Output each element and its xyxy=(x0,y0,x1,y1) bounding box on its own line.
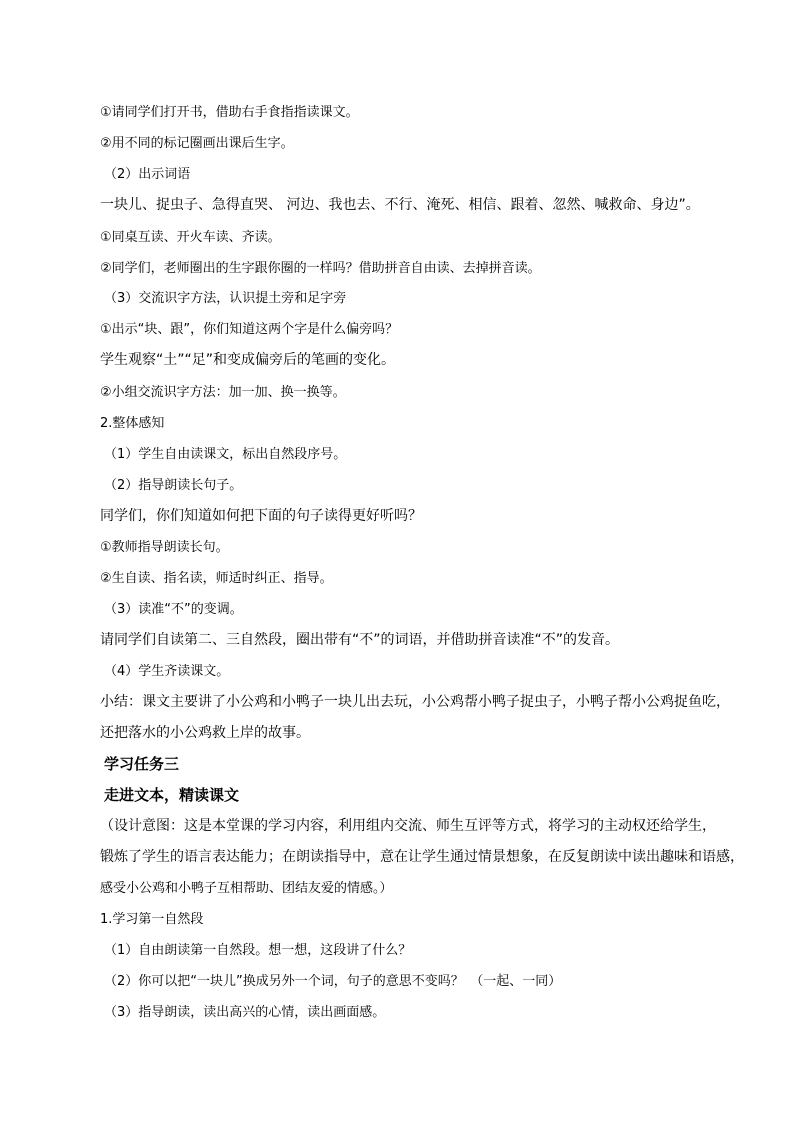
text-line: ①同桌互读、开火车读、齐读。 xyxy=(100,230,281,245)
text-line: ①请同学们打开书，借助右手食指指读课文。 xyxy=(100,105,359,120)
text-line: 还把落水的小公鸡救上岸的故事。 xyxy=(100,725,310,741)
text-line: 小结：课文主要讲了小公鸡和小鸭子一块儿出去玩，小公鸡帮小鸭子捉虫子，小鸭子帮小公鸡捉鱼吃， xyxy=(100,694,730,710)
text-line: ②同学们，老师圈出的生字跟你圈的一样吗？借助拼音自由读、去掉拼音读。 xyxy=(100,261,541,276)
text-line: （3）指导朗读，读出高兴的心情，读出画面感。 xyxy=(104,1005,386,1020)
section-heading: 1.学习第一自然段 xyxy=(100,912,204,927)
text-line: 锻炼了学生的语言表达能力；在朗读指导中，意在让学生通过情景想象，在反复朗读中读出趣味和语感， xyxy=(100,849,744,865)
text-line: ②小组交流识字方法：加一加、换一换等。 xyxy=(100,385,346,400)
text-line: （设计意图：这是本堂课的学习内容，利用组内交流、师生互评等方式，将学习的主动权还给学生， xyxy=(100,818,716,834)
task-heading: 学习任务三 xyxy=(104,755,180,773)
text-line: （2）出示词语 xyxy=(104,167,191,182)
text-line: 同学们，你们知道如何把下面的句子读得更好听吗？ xyxy=(100,508,422,524)
text-line: ②生自读、指名读，师适时纠正、指导。 xyxy=(100,571,333,586)
text-line: （3）交流识字方法，认识提土旁和足字旁 xyxy=(104,291,347,306)
text-line: 感受小公鸡和小鸭子互相帮助、团结友爱的情感。） xyxy=(100,881,393,896)
text-line: 学生观察“土”“足”和变成偏旁后的笔画的变化。 xyxy=(100,352,396,368)
text-line: （2）指导朗读长句子。 xyxy=(104,478,243,493)
text-line: ①教师指导朗读长句。 xyxy=(100,540,229,555)
text-line: 请同学们自读第二、三自然段，圈出带有“不”的词语，并借助拼音读准“不”的发音。 xyxy=(100,632,620,648)
task-subheading: 走进文本，精读课文 xyxy=(104,786,240,804)
text-line: ②用不同的标记圈画出课后生字。 xyxy=(100,136,294,151)
text-line: （1）自由朗读第一自然段。想一想，这段讲了什么？ xyxy=(104,943,412,958)
text-line: （3）读准“不”的变调。 xyxy=(104,602,243,617)
text-line: 一块儿、捉虫子、急得直哭、 河边、我也去、不行、淹死、相信、跟着、忽然、喊救命、身边”。 xyxy=(100,197,700,213)
text-line: （1）学生自由读课文，标出自然段序号。 xyxy=(104,447,347,462)
text-line: ①出示“块、跟”，你们知道这两个字是什么偏旁吗？ xyxy=(100,322,399,337)
text-line: （4）学生齐读课文。 xyxy=(104,664,230,679)
section-heading: 2.整体感知 xyxy=(100,416,165,431)
text-line: （2）你可以把“一块儿”换成另外一个词，句子的意思不变吗？ （一起、一同） xyxy=(104,974,562,989)
